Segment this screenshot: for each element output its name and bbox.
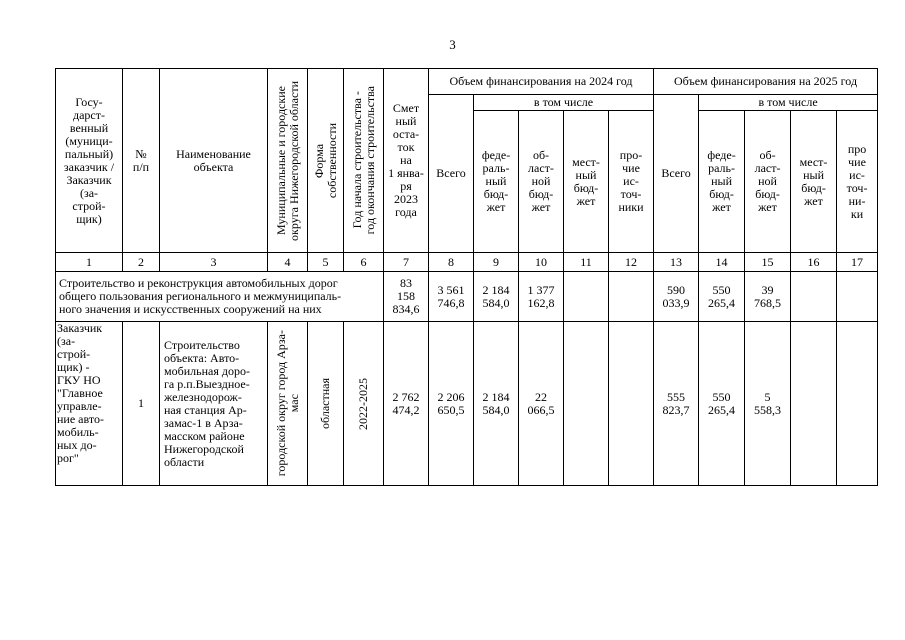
object-other-2025: [837, 322, 878, 486]
header-fin-2024: Объем финансирования на 2024 год: [429, 69, 654, 95]
header-federal-2025: феде- раль- ный бюд- жет: [699, 111, 745, 253]
object-estimate-balance: 2 762 474,2: [384, 322, 429, 486]
column-number: 9: [474, 253, 519, 272]
column-number: 12: [609, 253, 654, 272]
section-regional-2025: 39 768,5: [745, 272, 791, 322]
object-customer: Заказчик (за- строй- щик) - ГКУ НО "Главное управле- ние авто- мобиль- ных до- рог": [56, 322, 123, 486]
column-number: 10: [519, 253, 564, 272]
header-regional-2025: об- ласт- ной бюд- жет: [745, 111, 791, 253]
column-number: 13: [654, 253, 699, 272]
header-including-2025: в том числе: [699, 95, 878, 111]
section-federal-2025: 550 265,4: [699, 272, 745, 322]
object-ownership: областная: [308, 322, 344, 486]
header-num: № п/п: [123, 69, 160, 253]
section-title: Строительство и реконструкция автомобильных дорог общего пользования регионального и межмуниципаль- ного значения и искусственных сооружений на них: [56, 272, 384, 322]
column-number: 5: [308, 253, 344, 272]
object-total-2024: 2 206 650,5: [429, 322, 474, 486]
object-num: 1: [123, 322, 160, 486]
section-local-2024: [564, 272, 609, 322]
header-including-2024: в том числе: [474, 95, 654, 111]
page-number: 3: [449, 37, 456, 52]
object-years: 2022-2025: [344, 322, 384, 486]
column-number: 2: [123, 253, 160, 272]
object-municipality: городской округ город Арза- мас: [268, 322, 308, 486]
header-fin-2025: Объем финансирования на 2025 год: [654, 69, 878, 95]
section-regional-2024: 1 377 162,8: [519, 272, 564, 322]
header-regional-2024: об- ласт- ной бюд- жет: [519, 111, 564, 253]
object-total-2025: 555 823,7: [654, 322, 699, 486]
object-local-2024: [564, 322, 609, 486]
section-total-2024: 3 561 746,8: [429, 272, 474, 322]
header-federal-2024: феде- раль- ный бюд- жет: [474, 111, 519, 253]
object-local-2025: [791, 322, 837, 486]
object-regional-2024: 22 066,5: [519, 322, 564, 486]
column-number: 14: [699, 253, 745, 272]
header-ownership: Форма собственности: [308, 69, 344, 253]
section-estimate-balance: 83 158 834,6: [384, 272, 429, 322]
column-number: 7: [384, 253, 429, 272]
object-row: [56, 322, 878, 486]
column-number: 11: [564, 253, 609, 272]
header-customer: Госу- дарст- венный (муници- пальный) заказчик / Заказчик (за- строй- щик): [56, 69, 123, 253]
header-years: Год начала строительства - год окончания строительства: [344, 69, 384, 253]
column-number: 6: [344, 253, 384, 272]
section-total-2025: 590 033,9: [654, 272, 699, 322]
object-federal-2025: 550 265,4: [699, 322, 745, 486]
column-number: 16: [791, 253, 837, 272]
column-number: 4: [268, 253, 308, 272]
column-number: 17: [837, 253, 878, 272]
header-local-2024: мест- ный бюд- жет: [564, 111, 609, 253]
header-object-name: Наименование объекта: [160, 69, 268, 253]
column-number: 3: [160, 253, 268, 272]
object-other-2024: [609, 322, 654, 486]
financing-table: [55, 68, 878, 486]
section-other-2025: [837, 272, 878, 322]
section-local-2025: [791, 272, 837, 322]
header-other-2025: про чие ис- точ- ни- ки: [837, 111, 878, 253]
header-local-2025: мест- ный бюд- жет: [791, 111, 837, 253]
header-municipality: Муниципальные и городские округа Нижегородской области: [268, 69, 308, 253]
header-other-2024: про- чие ис- точ- ники: [609, 111, 654, 253]
section-row: [56, 272, 878, 322]
object-name: Строительство объекта: Авто- мобильная доро- га р.п.Выездное- железнодорож- ная станция Ар- замас-1 в Арза- масском районе Нижегородской области: [160, 322, 268, 486]
section-other-2024: [609, 272, 654, 322]
header-row-1: [56, 69, 878, 95]
column-number: 15: [745, 253, 791, 272]
object-federal-2024: 2 184 584,0: [474, 322, 519, 486]
section-federal-2024: 2 184 584,0: [474, 272, 519, 322]
header-total-2025: Всего: [654, 95, 699, 253]
object-regional-2025: 5 558,3: [745, 322, 791, 486]
column-number: 8: [429, 253, 474, 272]
header-total-2024: Всего: [429, 95, 474, 253]
header-estimate-balance: Смет ный оста- ток на 1 янва- ря 2023 года: [384, 69, 429, 253]
column-number: 1: [56, 253, 123, 272]
column-numbers-row: [56, 253, 878, 272]
